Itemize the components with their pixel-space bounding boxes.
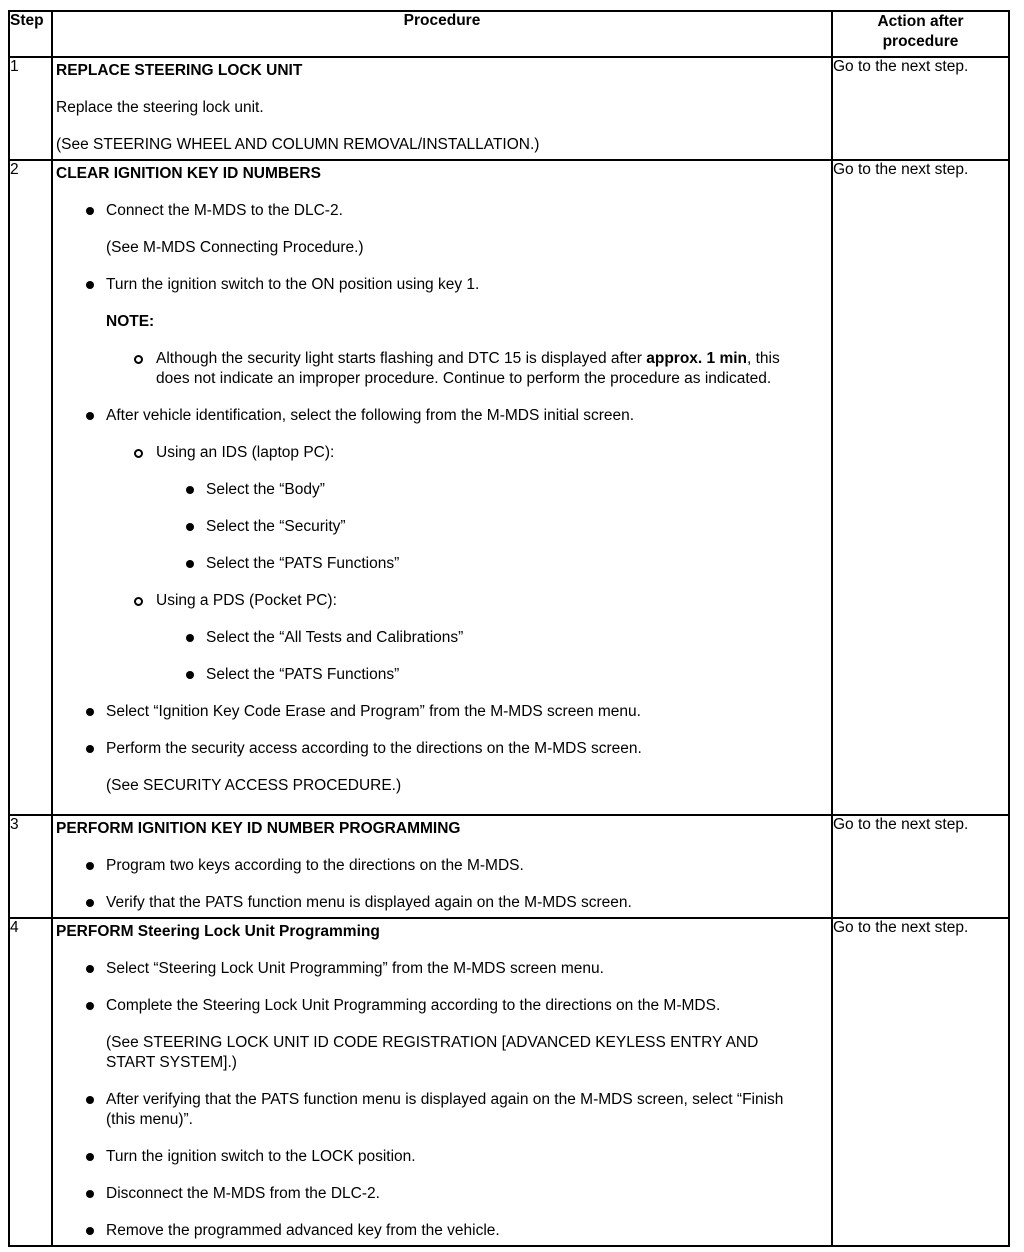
bullet-item: Connect the M-MDS to the DLC-2. [56, 201, 821, 221]
bullet-item: Select “Ignition Key Code Erase and Program” from the M-MDS screen menu. [56, 702, 821, 722]
header-action [832, 11, 1009, 57]
step-number: 4 [9, 918, 52, 1246]
bullet-item: After verifying that the PATS function menu is displayed again on the M-MDS screen, select “Finish (this menu)”. [56, 1090, 821, 1130]
procedure-table [8, 10, 1010, 1247]
reference-line: (See STEERING WHEEL AND COLUMN REMOVAL/INSTALLATION.) [56, 136, 540, 153]
action-cell: Go to the next step. [832, 57, 1009, 160]
step-number: 1 [9, 57, 52, 160]
procedure-cell [52, 918, 832, 1246]
sub-sub-item: Select the “All Tests and Calibrations” [56, 628, 821, 648]
sub-item: Using an IDS (laptop PC): [56, 443, 821, 463]
sub-sub-item: Select the “Security” [56, 517, 821, 537]
step-row-2 [9, 160, 1009, 815]
step-title: REPLACE STEERING LOCK UNIT [56, 62, 303, 79]
step-row-3 [9, 815, 1009, 918]
step-title: CLEAR IGNITION KEY ID NUMBERS [56, 165, 321, 182]
reference-line: (See SECURITY ACCESS PROCEDURE.) [106, 777, 402, 794]
note-item [56, 349, 821, 389]
note-text: , this does not indicate an improper procedure. Continue to perform the procedure as indicated. [156, 350, 780, 387]
step-row-1 [9, 57, 1009, 160]
bullet-item: Program two keys according to the directions on the M-MDS. [56, 856, 821, 876]
bullet-item: Complete the Steering Lock Unit Programming according to the directions on the M-MDS. [56, 996, 821, 1016]
sub-sub-item: Select the “PATS Functions” [56, 554, 821, 574]
procedure-cell [52, 57, 832, 160]
bullet-item: Turn the ignition switch to the ON position using key 1. [56, 275, 821, 295]
procedure-cell [52, 160, 832, 815]
sub-item: Using a PDS (Pocket PC): [56, 591, 821, 611]
bullet-item: Remove the programmed advanced key from the vehicle. [56, 1221, 821, 1241]
reference-line: (See STEERING LOCK UNIT ID CODE REGISTRATION [ADVANCED KEYLESS ENTRY AND START SYSTEM].) [106, 1034, 759, 1071]
bullet-item: Verify that the PATS function menu is displayed again on the M-MDS screen. [56, 893, 821, 913]
bullet-item: After vehicle identification, select the following from the M-MDS initial screen. [56, 406, 821, 426]
step-title: PERFORM IGNITION KEY ID NUMBER PROGRAMMING [56, 820, 461, 837]
header-row [9, 11, 1009, 57]
header-procedure: Procedure [52, 11, 832, 57]
action-cell: Go to the next step. [832, 918, 1009, 1246]
step-number: 3 [9, 815, 52, 918]
header-action-line2: procedure [882, 33, 959, 50]
sub-sub-item: Select the “Body” [56, 480, 821, 500]
action-cell: Go to the next step. [832, 160, 1009, 815]
procedure-cell [52, 815, 832, 918]
header-action-line1: Action after [877, 13, 964, 30]
sub-sub-item: Select the “PATS Functions” [56, 665, 821, 685]
reference-line: (See M-MDS Connecting Procedure.) [106, 239, 364, 256]
step-row-4 [9, 918, 1009, 1246]
bullet-item: Select “Steering Lock Unit Programming” from the M-MDS screen menu. [56, 959, 821, 979]
note-emphasis: approx. 1 min [646, 350, 748, 367]
note-label: NOTE: [106, 313, 155, 330]
action-cell: Go to the next step. [832, 815, 1009, 918]
step-title: PERFORM Steering Lock Unit Programming [56, 923, 380, 940]
note-text: Although the security light starts flashing and DTC 15 is displayed after [156, 350, 647, 367]
procedure-line: Replace the steering lock unit. [56, 99, 264, 116]
bullet-item: Perform the security access according to the directions on the M-MDS screen. [56, 739, 821, 759]
step-number: 2 [9, 160, 52, 815]
bullet-item: Disconnect the M-MDS from the DLC-2. [56, 1184, 821, 1204]
bullet-item: Turn the ignition switch to the LOCK position. [56, 1147, 821, 1167]
header-step: Step [9, 11, 52, 57]
